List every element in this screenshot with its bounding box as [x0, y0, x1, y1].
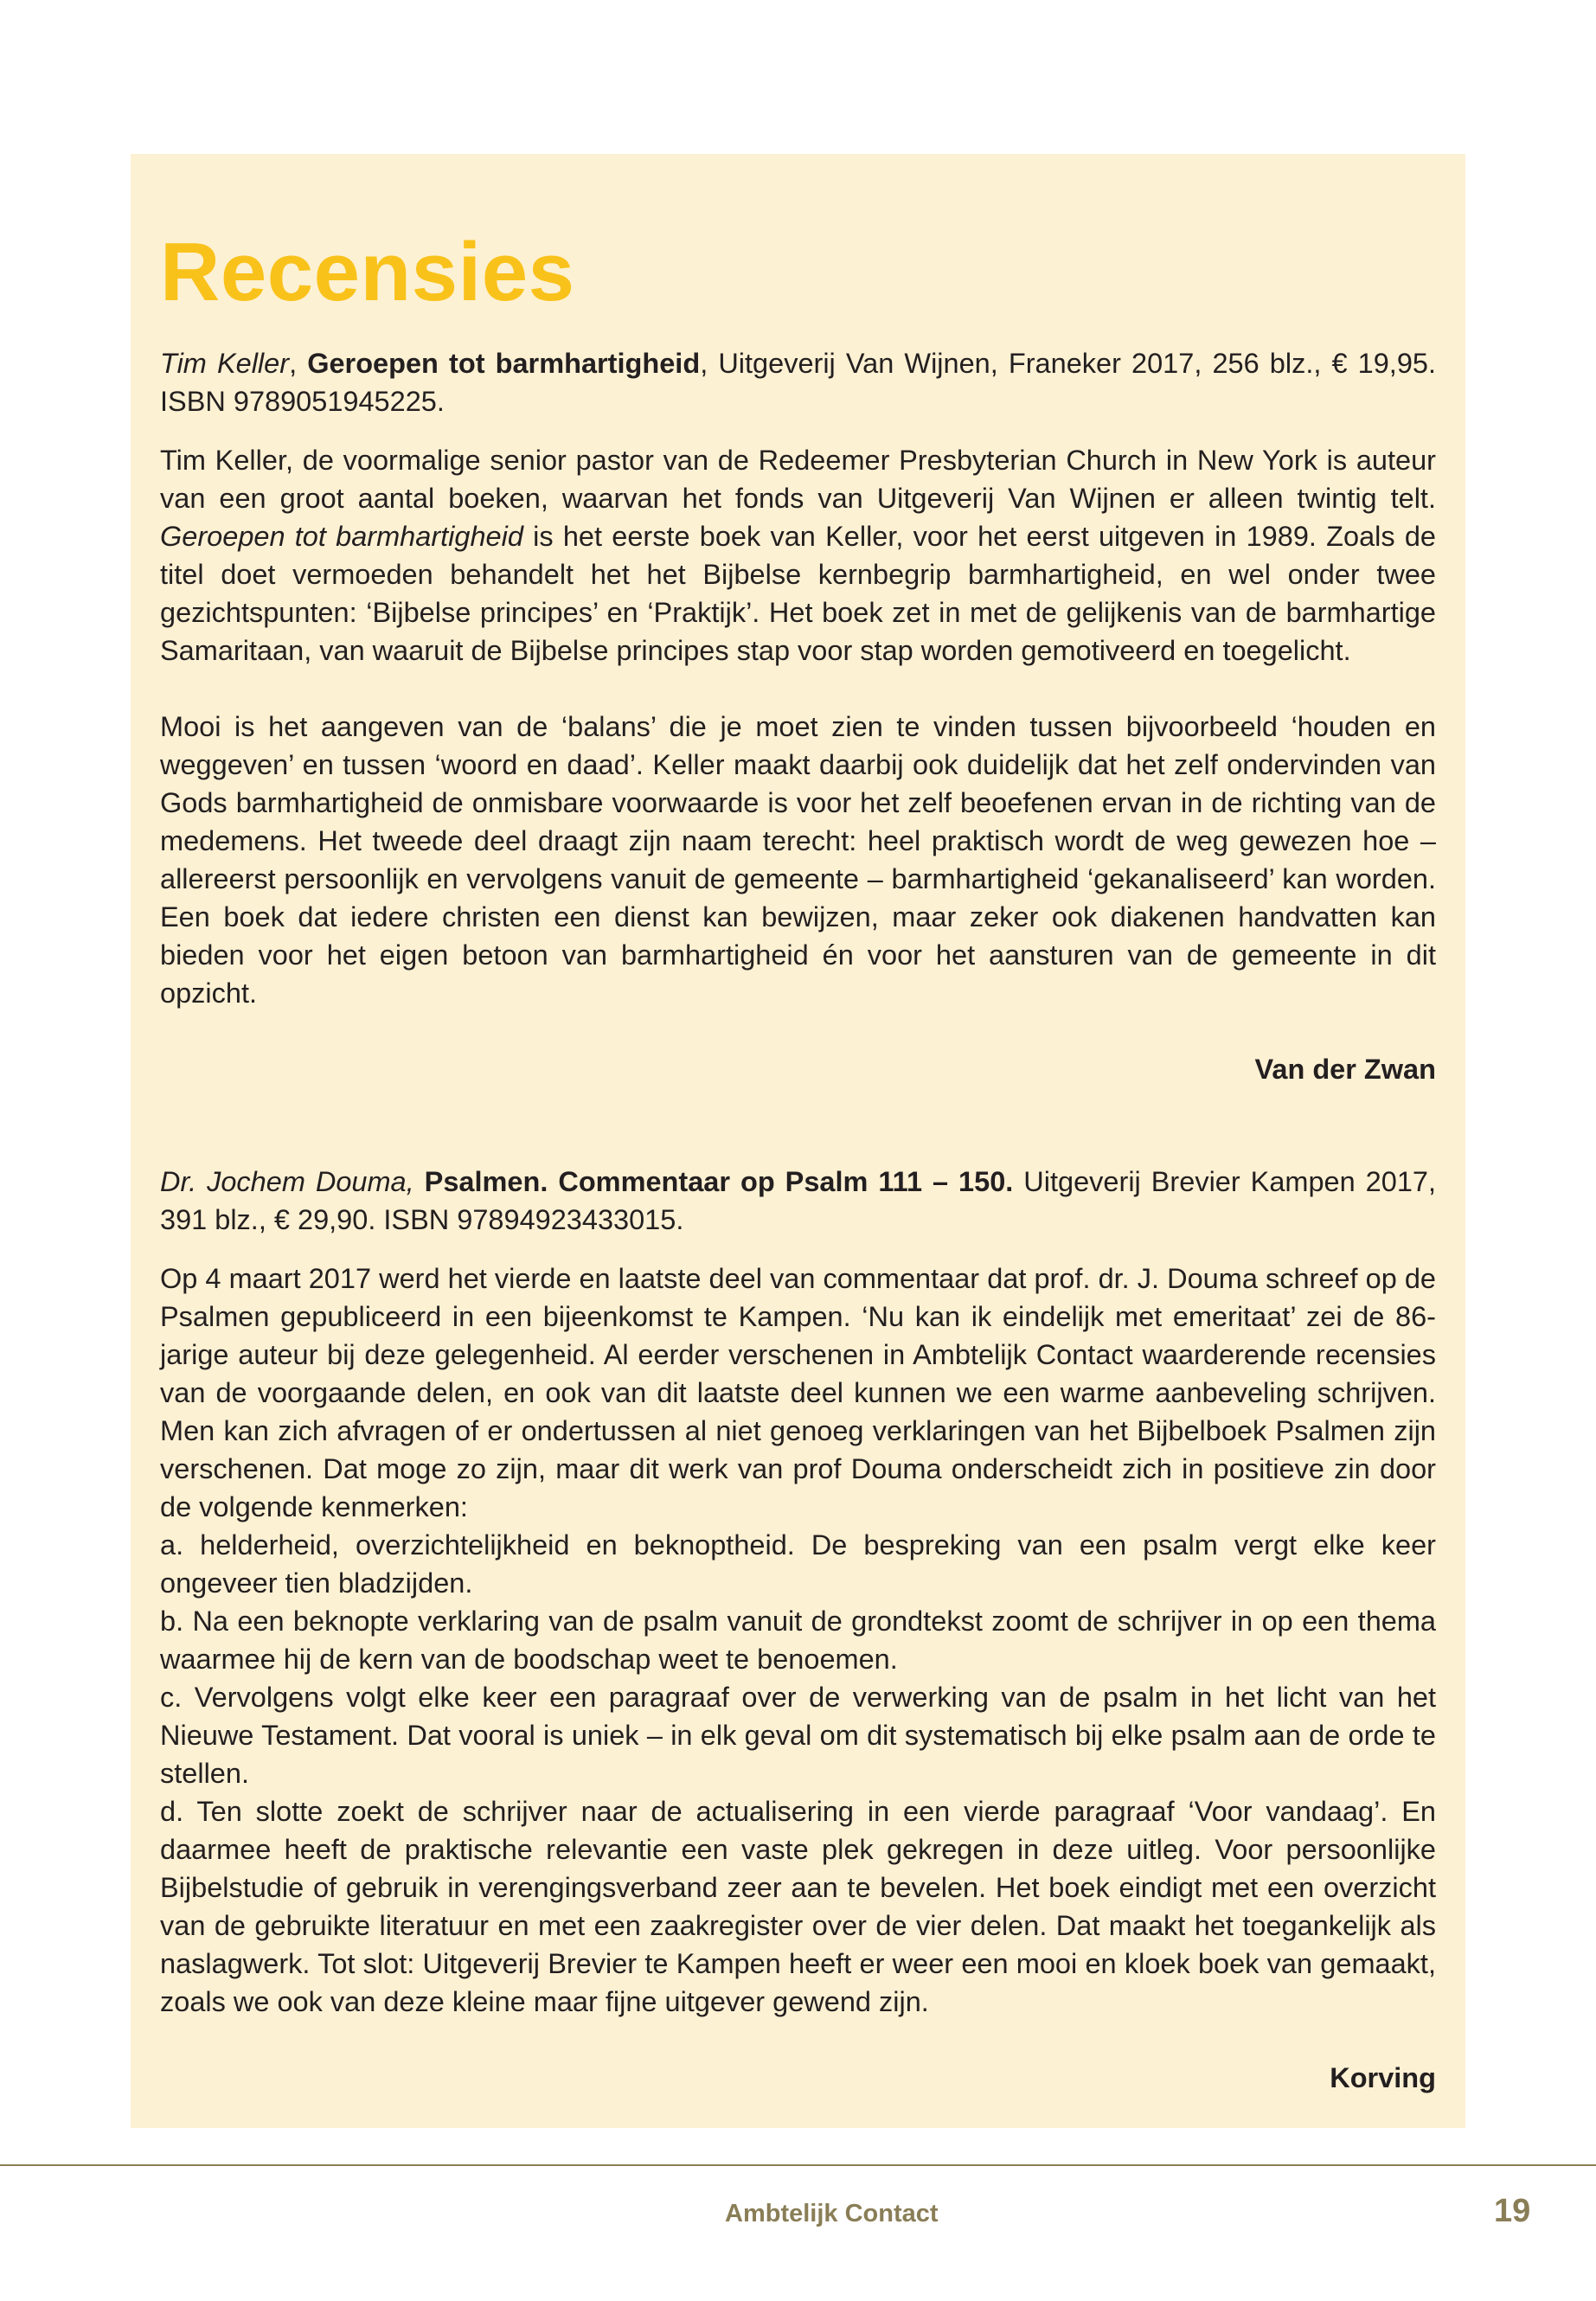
review2-item-d: d. Ten slotte zoekt de schrijver naar de actualisering in een vierde paragraaf ‘Voor vandaag’. En daarmee heeft de praktische relevantie een vaste plek gekregen in deze uitleg. Voor persoonlijke Bijbelstudie of gebruik in verengingsverband zeer aan te bevelen. Het boek eindigt met een overzicht van de gebruikte literatuur en met een zaakregister over de vier delen. Dat maakt het toegankelijk als naslagwerk. Tot slot: Uitgeverij Brevier te Kampen heeft er weer een mooi en kloek boek van gemaakt, zoals we ook van deze kleine maar fijne uitgever gewend zijn.: [160, 1796, 1436, 2017]
review2-item-c: c. Vervolgens volgt elke keer een paragraaf over de verwerking van de psalm in het licht van het Nieuwe Testament. Dat vooral is uniek – in elk geval om dit systematisch bij elke psalm aan de orde te stellen.: [160, 1682, 1436, 1789]
section-title: Recensies: [160, 226, 575, 318]
page-number: 19: [1494, 2193, 1531, 2229]
review2-paragraph-1: Op 4 maart 2017 werd het vierde en laatste deel van commentaar dat prof. dr. J. Douma schreef op de Psalmen gepubliceerd in een bijeenkomst te Kampen. ‘Nu kan ik eindelijk met emeritaat’ zei de 86-jarige auteur bij deze gelegenheid. Al eerder verschenen in Ambtelijk Contact waarderende recensies van de voorgaande delen, en ook van dit laatste deel kunnen we een warme aanbeveling schrijven. Men kan zich afvragen of er ondertussen al niet genoeg verklaringen van het Bijbelboek Psalmen zijn verschenen. Dat moge zo zijn, maar dit werk van prof Douma onderscheidt zich in positieve zin door de volgende kenmerken:: [160, 1263, 1436, 1522]
review1-cite-sep: ,: [289, 348, 308, 379]
review1-paragraph-1: [160, 441, 1436, 670]
review1-p1-b: is het eerste boek van Keller, voor het eerst uitgeven in 1989. Zoals de titel doet vermoeden behandelt het het Bijbelse kernbegrip barmhartigheid, en wel onder twee gezichtspunten: ‘Bijbelse principes’ en ‘Praktijk’. Het boek zet in met de gelijkenis van de barmhartige Samaritaan, van waaruit de Bijbelse principes stap voor stap worden gemotiveerd en toegelicht.: [160, 521, 1436, 666]
review2-reviewer: Korving: [1330, 2062, 1436, 2093]
footer-publication-title: Ambtelijk Contact: [725, 2200, 939, 2227]
footer-divider: [0, 2164, 1596, 2166]
review1-cite-author: Tim Keller: [160, 348, 290, 379]
review1-cite-title: Geroepen tot barmhartigheid: [307, 348, 701, 379]
review1-p1-italic: Geroepen tot barmhartigheid: [160, 521, 523, 552]
review2-cite-rest: Uitgeverij Brevier Kampen 2017, 391 blz., € 29,90. ISBN 97894923433015.: [160, 1166, 1437, 1235]
review1-cite-rest: , Uitgeverij Van Wijnen, Franeker 2017, 256 blz., € 19,95. ISBN 9789051945225.: [160, 348, 1437, 417]
review2-cite-author: Dr. Jochem Douma,: [160, 1166, 414, 1197]
review1-p1-a: Tim Keller, de voormalige senior pastor van de Redeemer Presbyterian Church in New York is auteur van een groot aantal boeken, waarvan het fonds van Uitgeverij Van Wijnen er alleen twintig telt.: [160, 445, 1436, 514]
review2-item-b: b. Na een beknopte verklaring van de psalm vanuit de grondtekst zoomt de schrijver in op een thema waarmee hij de kern van de boodschap weet te benoemen.: [160, 1606, 1436, 1675]
review1-reviewer: Van der Zwan: [1254, 1054, 1436, 1085]
reviews-content: [160, 225, 1436, 2097]
review1-paragraph-2: Mooi is het aangeven van de ‘balans’ die je moet zien te vinden tussen bijvoorbeeld ‘houden en weggeven’ en tussen ‘woord en daad’. Keller maakt daarbij ook duidelijk dat het zelf ondervinden van Gods barmhartigheid de onmisbare voorwaarde is voor het zelf beoefenen ervan in de richting van de medemens. Het tweede deel draagt zijn naam terecht: heel praktisch wordt de weg gewezen hoe – allereerst persoonlijk en vervolgens vanuit de gemeente – barmhartigheid ‘gekanaliseerd’ kan worden. Een boek dat iedere christen een dienst kan bewijzen, maar zeker ook diakenen handvatten kan bieden voor het eigen betoon van barmhartigheid én voor het aansturen van de gemeente in dit opzicht.: [160, 711, 1436, 1009]
review2-item-a: a. helderheid, overzichtelijkheid en beknoptheid. De bespreking van een psalm vergt elke keer ongeveer tien bladzijden.: [160, 1529, 1436, 1599]
review1-citation: [160, 344, 1436, 420]
reviews-panel: [131, 154, 1465, 2128]
review2-citation: [160, 1163, 1436, 1239]
review2-cite-title: Psalmen. Commentaar op Psalm 111 – 150.: [424, 1166, 1014, 1197]
